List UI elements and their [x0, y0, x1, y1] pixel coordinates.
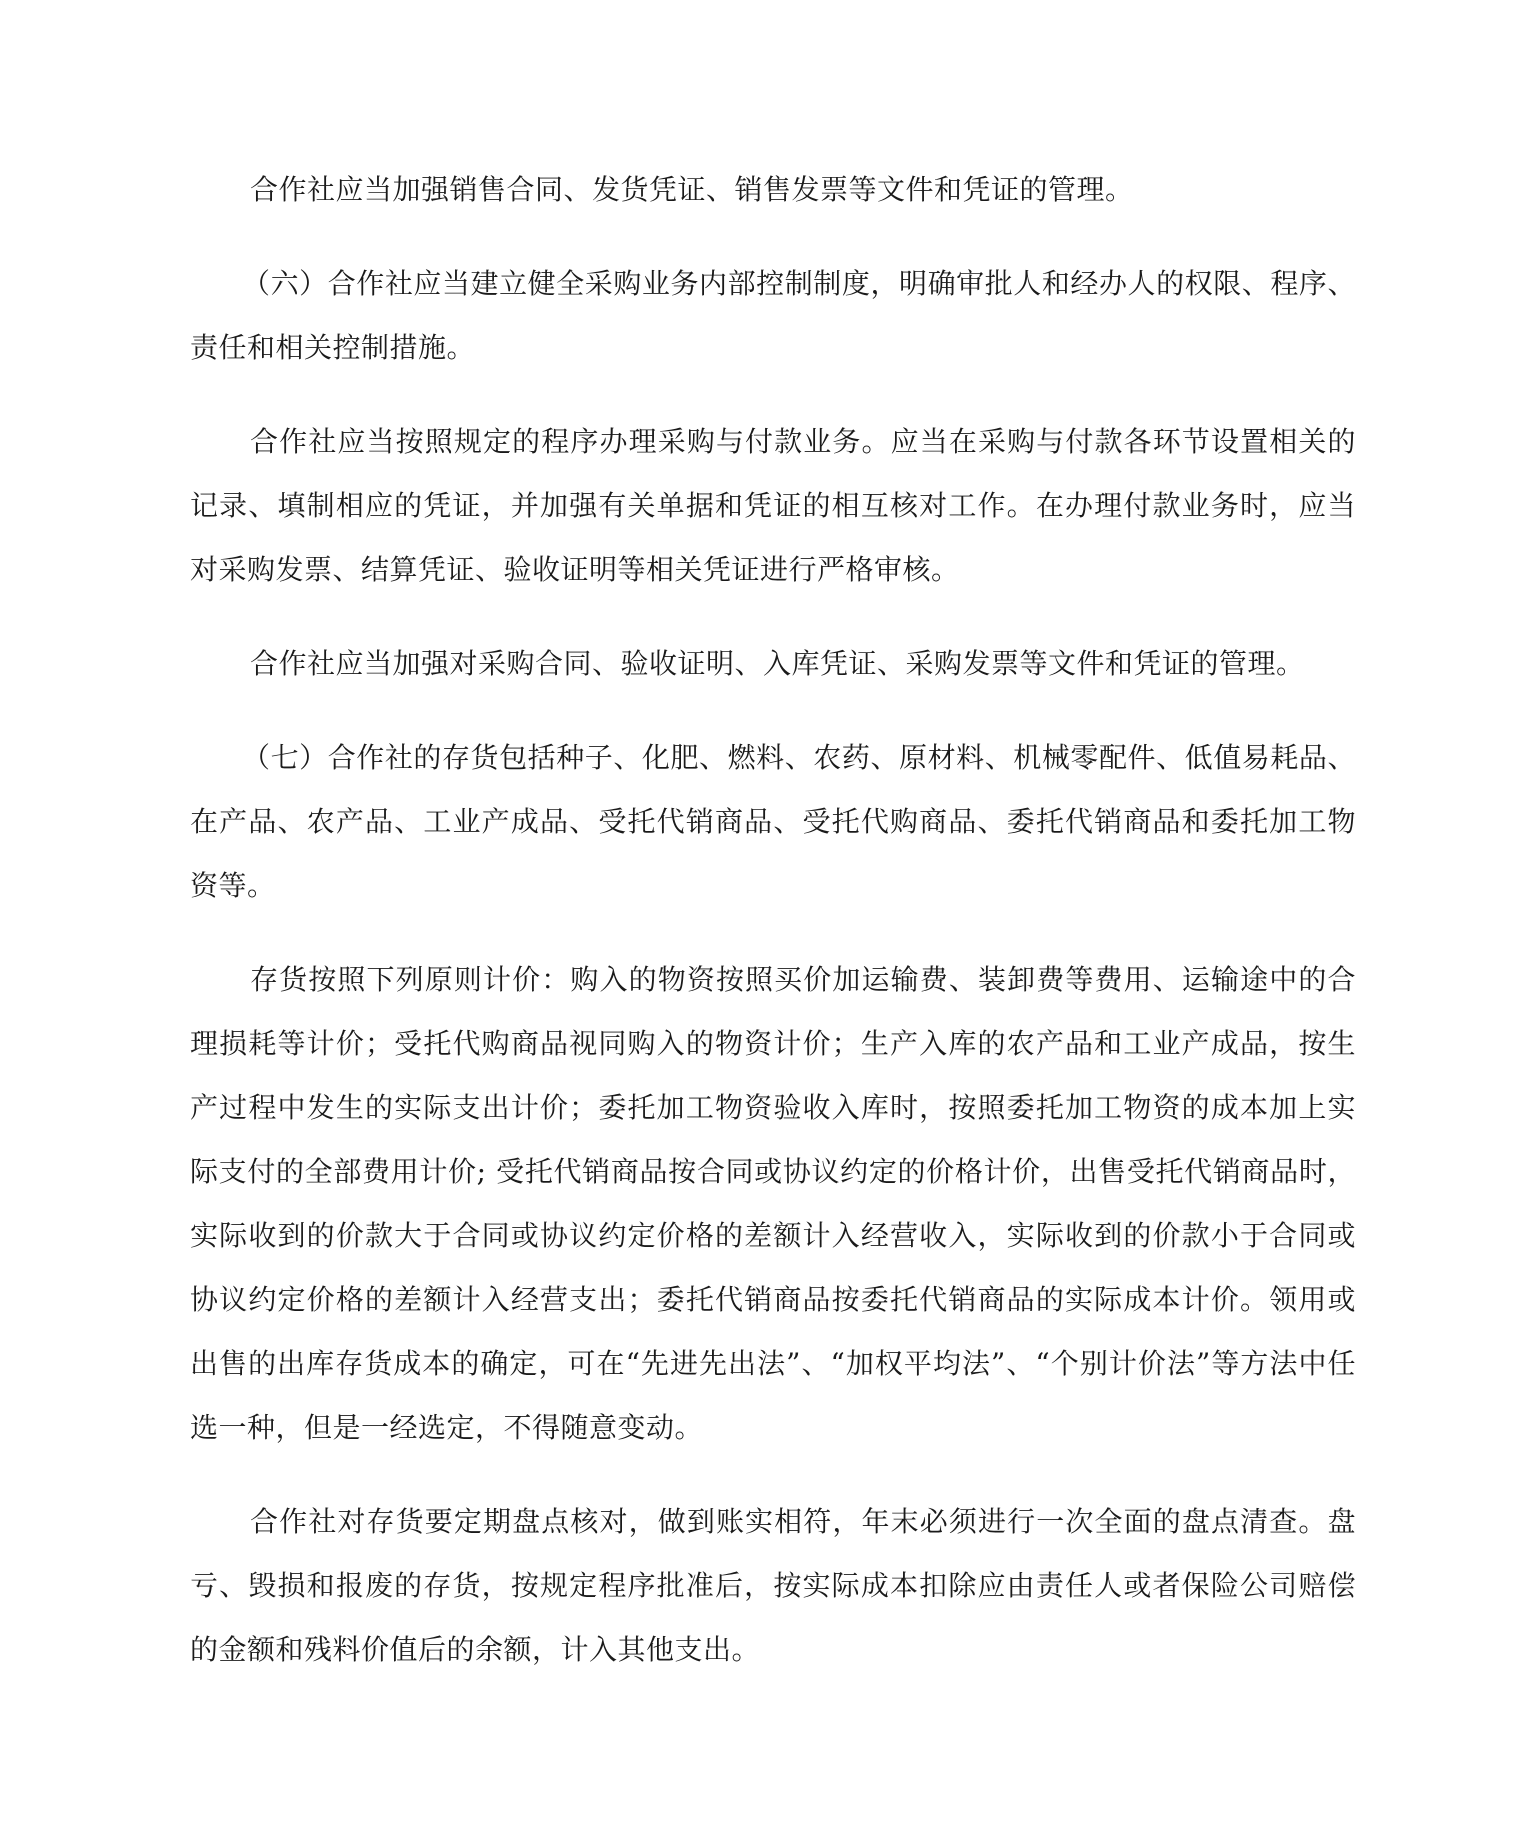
paragraph-inventory-count: 合作社对存货要定期盘点核对，做到账实相符，年末必须进行一次全面的盘点清查。盘亏、毁损和报废的存货，按规定程序批准后，按实际成本扣除应由责任人或者保险公司赔偿的金额和残料价值后的余额，计入其他支出。	[190, 1505, 1356, 1666]
paragraph-sales-documents: 合作社应当加强销售合同、发货凭证、销售发票等文件和凭证的管理。	[250, 173, 1134, 206]
document-body	[190, 158, 1356, 1682]
paragraph-procurement-payment: 合作社应当按照规定的程序办理采购与付款业务。应当在采购与付款各环节设置相关的记录、填制相应的凭证，并加强有关单据和凭证的相互核对工作。在办理付款业务时，应当对采购发票、结算凭证、验收证明等相关凭证进行严格审核。	[190, 425, 1356, 586]
paragraph-inventory-scope: （七）合作社的存货包括种子、化肥、燃料、农药、原材料、机械零配件、低值易耗品、在产品、农产品、工业产成品、受托代销商品、受托代购商品、委托代销商品和委托加工物资等。	[190, 741, 1356, 902]
paragraph-procurement-control: （六）合作社应当建立健全采购业务内部控制制度，明确审批人和经办人的权限、程序、责任和相关控制措施。	[190, 267, 1356, 364]
paragraph-procurement-documents: 合作社应当加强对采购合同、验收证明、入库凭证、采购发票等文件和凭证的管理。	[250, 647, 1305, 680]
paragraph-inventory-valuation: 存货按照下列原则计价：购入的物资按照买价加运输费、装卸费等费用、运输途中的合理损耗等计价；受托代购商品视同购入的物资计价；生产入库的农产品和工业产成品，按生产过程中发生的实际支出计价；委托加工物资验收入库时，按照委托加工物资的成本加上实际支付的全部费用计价; 受托代销商品按合同或协议约定的价格计价，出售受托代销商品时，实际收到的价款大于合同或协议约定价格的差额计入经营收入，实际收到的价款小于合同或协议约定价格的差额计入经营支出；委托代销商品按委托代销商品的实际成本计价。领用或出售的出库存货成本的确定，可在“先进先出法”、“加权平均法”、“个别计价法”等方法中任选一种，但是一经选定，不得随意变动。	[190, 963, 1356, 1444]
